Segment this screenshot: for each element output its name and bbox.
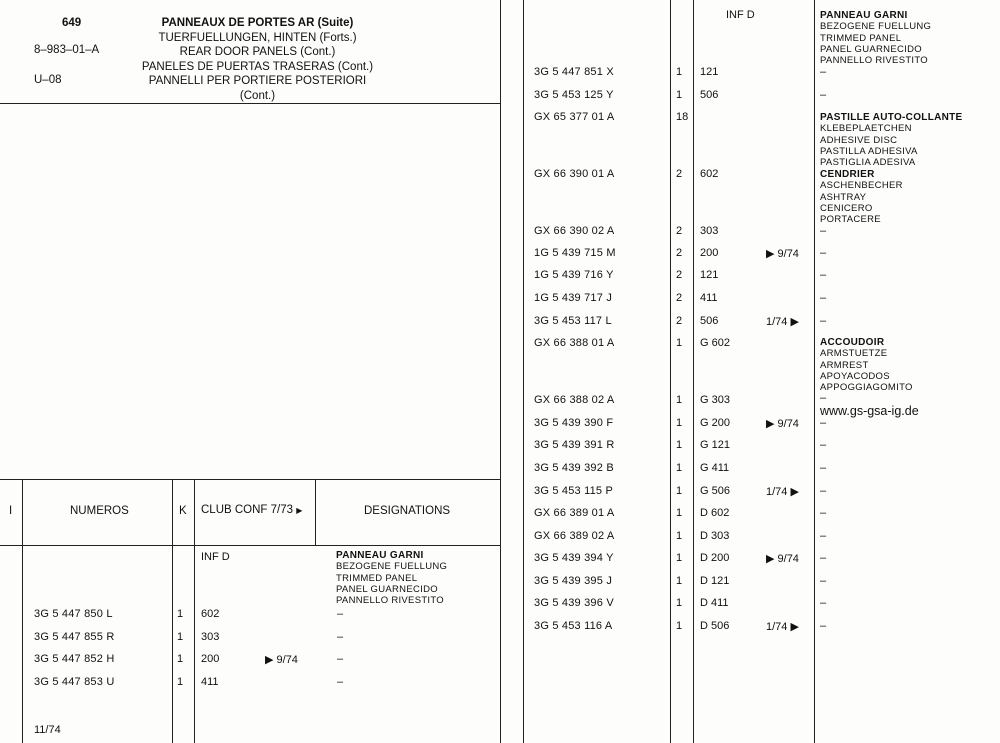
desc-line: PANNEAU GARNI <box>336 550 424 561</box>
col-line-1 <box>22 479 23 743</box>
desc-line: PASTILLE AUTO-COLLANTE <box>820 112 963 123</box>
desc-line: TRIMMED PANEL <box>820 32 902 44</box>
right-col-line-3 <box>693 0 694 743</box>
right-row-c1: D 200 <box>700 552 730 564</box>
right-row-k: 1 <box>676 66 683 78</box>
right-row-d: – <box>820 462 827 474</box>
right-row-num: GX 66 390 01 A <box>534 168 615 180</box>
right-row-num: 1G 5 439 715 M <box>534 247 616 259</box>
right-row-num: GX 66 388 02 A <box>534 394 615 406</box>
right-col-line-2 <box>670 0 671 743</box>
right-row-c2: 1/74 ▶ <box>766 316 799 328</box>
right-row-c2: 1/74 ▶ <box>766 486 799 498</box>
right-row-c1: D 602 <box>700 507 730 519</box>
right-row-d: – <box>820 225 827 237</box>
right-row-num: 3G 5 453 125 Y <box>534 89 614 101</box>
table-header-top-rule <box>0 479 500 480</box>
right-row-c1: D 121 <box>700 575 730 587</box>
right-row-c1: G 303 <box>700 394 730 406</box>
right-row-k: 2 <box>676 269 683 281</box>
left-row-num: 3G 5 447 850 L <box>34 608 113 620</box>
right-row-k: 1 <box>676 597 683 609</box>
club-label: CLUB CONF 7/73 <box>201 504 294 516</box>
left-row-k: 1 <box>177 653 184 665</box>
right-row-num: 3G 5 439 392 B <box>534 462 614 474</box>
right-row-k: 1 <box>676 417 683 429</box>
title-de: TUERFUELLUNGEN, HINTEN (Forts.) <box>158 31 357 44</box>
right-row-c1: G 200 <box>700 417 730 429</box>
desc-line: CENDRIER <box>820 169 875 180</box>
right-row-k: 1 <box>676 552 683 564</box>
right-row-k: 2 <box>676 292 683 304</box>
right-row-k: 1 <box>676 89 683 101</box>
right-row-d: – <box>820 485 827 497</box>
right-row-k: 2 <box>676 168 683 180</box>
right-row-k: 1 <box>676 620 683 632</box>
desc-line: ASHTRAY <box>820 191 867 203</box>
right-row-d: – <box>820 89 827 101</box>
left-row-k: 1 <box>177 608 184 620</box>
desc-line: PANEL GUARNECIDO <box>820 43 922 55</box>
right-row-num: 3G 5 439 390 F <box>534 417 614 429</box>
desc-line: PANNELLO RIVESTITO <box>336 595 444 607</box>
right-row-num: GX 66 389 02 A <box>534 530 615 542</box>
right-row-num: 3G 5 439 391 R <box>534 439 615 451</box>
left-row-num: 3G 5 447 855 R <box>34 631 115 643</box>
right-row-k: 2 <box>676 247 683 259</box>
right-row-num: 1G 5 439 716 Y <box>534 269 614 281</box>
title-it: PANNELLI PER PORTIERE POSTERIORI (Cont.) <box>148 75 367 102</box>
right-row-k: 1 <box>676 575 683 587</box>
right-row-c1: D 506 <box>700 620 730 632</box>
right-row-k: 2 <box>676 225 683 237</box>
desc-line: KLEBEPLAETCHEN <box>820 123 912 135</box>
desc-line: BEZOGENE FUELLUNG <box>336 561 448 573</box>
right-row-c1: 411 <box>700 292 718 304</box>
left-row-k: 1 <box>177 631 184 643</box>
right-row-c2: ▶ 9/74 <box>766 248 799 260</box>
desc-line: CENICERO <box>820 202 873 214</box>
right-row-num: GX 66 390 02 A <box>534 225 615 237</box>
col-header-club <box>201 504 302 516</box>
right-row-d: – <box>820 575 827 587</box>
right-row-c1: G 411 <box>700 462 730 474</box>
title-en: REAR DOOR PANELS (Cont.) <box>179 46 336 58</box>
col-line-3 <box>194 479 195 743</box>
left-row-num: 3G 5 447 853 U <box>34 676 115 688</box>
desc-line: APOYACODOS <box>820 370 890 382</box>
desc-line: ACCOUDOIR <box>820 337 885 348</box>
desc-line: ARMSTUETZE <box>820 348 888 360</box>
right-row-d: – <box>820 417 827 429</box>
col-header-i: I <box>9 505 13 517</box>
model-code: U–08 <box>34 74 62 86</box>
right-row-num: 1G 5 439 717 J <box>534 292 613 304</box>
website-link[interactable]: www.gs-gsa-ig.de <box>820 404 919 418</box>
desc-line: BEZOGENE FUELLUNG <box>820 21 932 33</box>
right-desc-panneau <box>820 10 931 66</box>
right-row-c1: G 121 <box>700 439 730 451</box>
catalog-code: 8–983–01–A <box>34 44 100 56</box>
right-row-num: 3G 5 453 117 L <box>534 315 612 327</box>
desc-line: PASTIGLIA ADESIVA <box>820 157 916 169</box>
right-row-num: 3G 5 453 116 A <box>534 620 613 632</box>
right-row-num: GX 66 388 01 A <box>534 337 615 349</box>
right-row-num: GX 65 377 01 A <box>534 111 615 123</box>
play-arrow-icon: ▶ <box>296 506 303 515</box>
right-row-c1: 506 <box>700 315 719 327</box>
right-row-d: – <box>820 66 827 78</box>
right-desc-accoudoir <box>820 337 913 393</box>
right-row-num: GX 66 389 01 A <box>534 507 615 519</box>
desc-line: PANEL GUARNECIDO <box>336 583 438 595</box>
title-fr: PANNEAUX DE PORTES AR (Suite) <box>161 17 354 29</box>
right-inf-d: INF D <box>726 9 755 21</box>
right-row-c1: 303 <box>700 225 719 237</box>
right-row-d: – <box>820 292 827 304</box>
title-es: PANELES DE PUERTAS TRASERAS (Cont.) <box>141 60 374 73</box>
left-row-c2: ▶ 9/74 <box>265 654 298 666</box>
right-desc-pastille <box>820 112 963 168</box>
dash-after-accoudoir: – <box>820 392 827 404</box>
right-row-k: 1 <box>676 507 683 519</box>
left-footer-date: 11/74 <box>34 724 61 736</box>
section-title-block <box>140 16 375 103</box>
desc-line: PANNEAU GARNI <box>820 10 908 21</box>
right-row-k: 1 <box>676 439 683 451</box>
right-row-num: 3G 5 439 394 Y <box>534 552 614 564</box>
right-row-c2: ▶ 9/74 <box>766 553 799 565</box>
right-row-k: 1 <box>676 394 683 406</box>
right-row-c1: 506 <box>700 89 719 101</box>
desc-line: TRIMMED PANEL <box>336 572 418 584</box>
right-row-k: 2 <box>676 315 683 327</box>
desc-line: ADHESIVE DISC <box>820 134 898 146</box>
desc-line: APPOGGIAGOMITO <box>820 382 913 394</box>
right-row-d: – <box>820 247 827 259</box>
right-row-d: – <box>820 507 827 519</box>
left-row-c1: 200 <box>201 653 220 665</box>
left-desc-panneau <box>336 550 447 606</box>
right-col-line-1 <box>523 0 524 743</box>
right-row-c1: D 303 <box>700 530 730 542</box>
left-row-d: – <box>337 676 344 688</box>
left-row-c1: 411 <box>201 676 219 688</box>
col-line-4 <box>315 479 316 545</box>
header-rule <box>0 103 500 104</box>
left-row-d: – <box>337 653 344 665</box>
right-row-k: 1 <box>676 530 683 542</box>
right-row-d: – <box>820 552 827 564</box>
right-desc-cendrier <box>820 169 903 225</box>
left-page-border <box>500 0 501 743</box>
right-row-num: 3G 5 439 396 V <box>534 597 614 609</box>
left-row-k: 1 <box>177 676 184 688</box>
right-row-d: – <box>820 439 827 451</box>
right-row-c1: 200 <box>700 247 719 259</box>
col-header-designations: DESIGNATIONS <box>364 505 451 517</box>
desc-line: PORTACERE <box>820 214 881 226</box>
right-row-c1: 602 <box>700 168 719 180</box>
col-header-k: K <box>179 505 187 517</box>
left-row-c1: 303 <box>201 631 220 643</box>
right-row-c1: G 506 <box>700 485 730 497</box>
right-row-num: 3G 5 439 395 J <box>534 575 613 587</box>
right-row-d: – <box>820 530 827 542</box>
right-row-k: 1 <box>676 485 683 497</box>
left-row-d: – <box>337 631 344 643</box>
desc-line: ASCHENBECHER <box>820 180 903 192</box>
left-row-c1: 602 <box>201 608 220 620</box>
right-row-num: 3G 5 453 115 P <box>534 485 614 497</box>
right-row-c1: 121 <box>700 269 719 281</box>
desc-line: ARMREST <box>820 359 869 371</box>
right-row-c1: 121 <box>700 66 719 78</box>
right-row-c1: G 602 <box>700 337 730 349</box>
table-header-bottom-rule <box>0 545 500 546</box>
right-row-d: – <box>820 315 827 327</box>
right-col-line-4 <box>814 0 815 743</box>
right-row-d: – <box>820 597 827 609</box>
right-row-d: – <box>820 269 827 281</box>
right-row-d: – <box>820 620 827 632</box>
left-row-d: – <box>337 608 344 620</box>
right-row-num: 3G 5 447 851 X <box>534 66 614 78</box>
right-row-c2: ▶ 9/74 <box>766 418 799 430</box>
page-number: 649 <box>62 17 82 29</box>
col-header-numeros: NUMEROS <box>70 505 129 517</box>
left-inf-d: INF D <box>201 551 230 563</box>
desc-line: PANNELLO RIVESTITO <box>820 55 928 67</box>
right-row-k: 1 <box>676 337 683 349</box>
desc-line: PASTILLA ADHESIVA <box>820 145 918 157</box>
right-row-c2: 1/74 ▶ <box>766 621 799 633</box>
left-row-num: 3G 5 447 852 H <box>34 653 115 665</box>
right-row-c1: D 411 <box>700 597 729 609</box>
right-row-k: 1 <box>676 462 683 474</box>
col-line-2 <box>172 479 173 743</box>
right-row-k: 18 <box>676 111 689 123</box>
